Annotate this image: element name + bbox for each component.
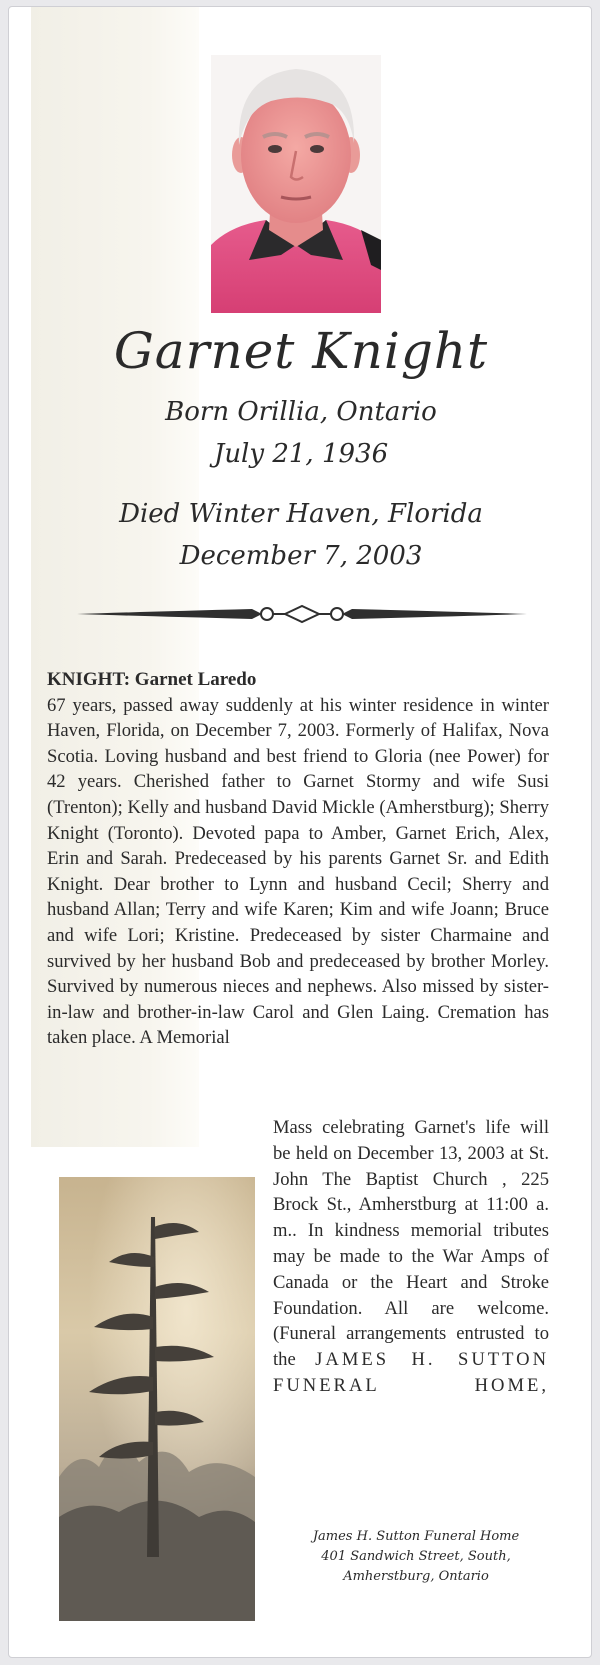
- memorial-bookmark: [8, 6, 592, 1658]
- portrait-photo: [211, 55, 381, 313]
- funeral-home-line2: 401 Sandwich Street, South,: [321, 1549, 511, 1564]
- obituary-body: 67 years, passed away suddenly at his winter residence in winter Haven, Florida, on December 7, 2003. Formerly of Halifax, Nova Scotia. Loving husband and best friend to Gloria (nee Power) for 42 years. Cherished father to Garnet Stormy and wife Susi (Trenton); Kelly and husband David Mickle (Amherstburg); Sherry Knight (Toronto). Devoted papa to Amber, Garnet Erich, Alex, Erin and Sarah. Predeceased by his parents Garnet Sr. and Edith Knight. Dear brother to Lynn and husband Cecil; Sherry and husband Allan; Terry and wife Karen; Kim and wife Joann; Bruce and wife Lori; Kristine. Predeceased by sister Charmaine and survived by her husband Bob and predeceased by brother Morley. Survived by numerous nieces and nephews. Also missed by sister-in-law and brother-in-law Carol and Glen Laing. Cremation has taken place. A Memorial: [47, 694, 549, 1049]
- funeral-home-line1: James H. Sutton Funeral Home: [312, 1529, 520, 1544]
- portrait-illustration: [211, 55, 381, 313]
- funeral-home-name-inline: JAMES H. SUTTON FUNERAL HOME,: [273, 1349, 549, 1396]
- birth-place: Born Orillia, Ontario: [165, 397, 437, 427]
- obituary-heading: KNIGHT: Garnet Laredo: [47, 669, 257, 690]
- tree-photo: [59, 1177, 255, 1621]
- obituary-continued: [273, 1115, 549, 1399]
- tree-silhouette-illustration: [59, 1177, 255, 1621]
- birth-date: July 21, 1936: [213, 439, 389, 469]
- deceased-name: Garnet Knight: [113, 322, 489, 380]
- death-place: Died Winter Haven, Florida: [119, 499, 483, 529]
- death-date: December 7, 2003: [179, 541, 423, 571]
- funeral-home-line3: Amherstburg, Ontario: [343, 1569, 489, 1584]
- ornamental-divider: [77, 599, 527, 629]
- obituary-continued-text: Mass celebrating Garnet's life will be held on December 13, 2003 at St. John The Baptist Church , 225 Brock St., Amherstburg at 11:00 a. m.. In kindness memorial tributes may be made to the War Amps of Canada or the Heart and Stroke Foundation. All are welcome. (Funeral arrangements entrusted to the: [273, 1117, 549, 1371]
- obituary-text: [47, 667, 549, 1051]
